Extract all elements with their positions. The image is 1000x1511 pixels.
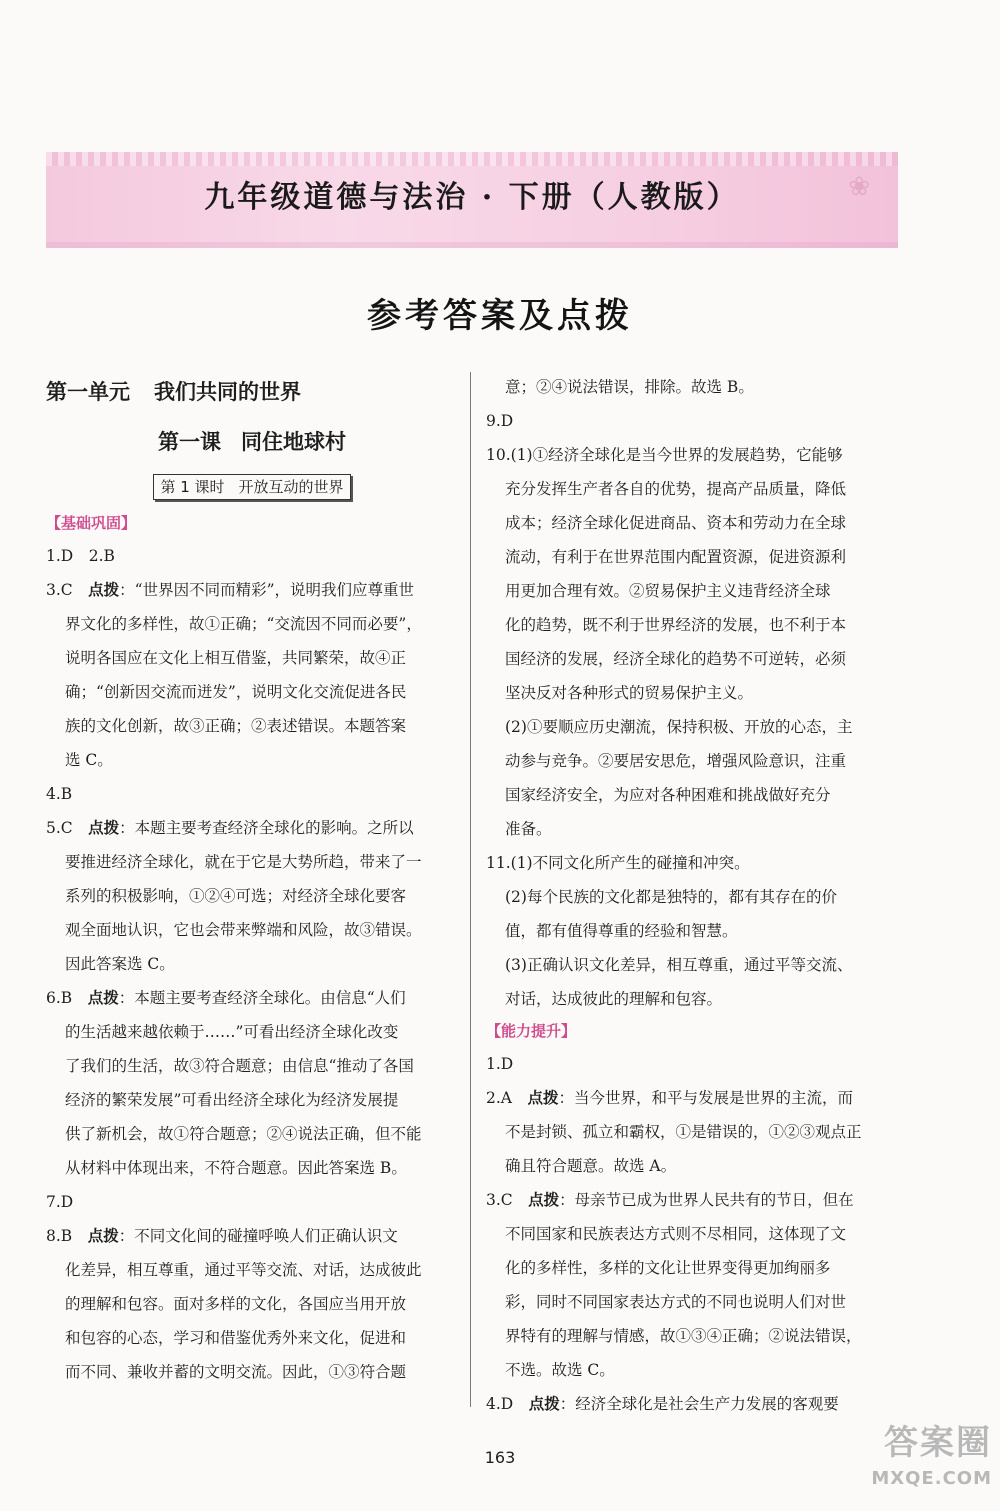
answer-line: 1.D [486,1055,514,1073]
answer-line: 准备。 [505,820,552,838]
tip-marker: 点拨 [528,1191,560,1209]
answer-line: 10.(1)①经济全球化是当今世界的发展趋势，它能够 [486,446,843,464]
tip-marker: 点拨 [88,581,120,599]
answer-line: 系列的积极影响，①②④可选；对经济全球化要客 [65,887,407,905]
section-basic: 【基础巩固】 [46,514,137,532]
header-banner [46,152,898,248]
answer-line: 不是封锁、孤立和霸权，①是错误的，①②③观点正 [505,1123,862,1141]
answer-line: 6.B 点拨：本题主要考查经济全球化。由信息“人们 [46,989,406,1007]
answer-line: 8.B 点拨：不同文化间的碰撞呼唤人们正确认识文 [46,1227,398,1245]
answer-line: 确且符合题意。故选 A。 [505,1157,677,1175]
lesson-name: 同住地球村 [241,429,346,454]
section-advanced: 【能力提升】 [486,1022,577,1040]
answer-list-left [46,539,458,1389]
answer-line: (2)①要顺应历史潮流，保持积极、开放的心态，主 [505,718,853,736]
answer-line: 选 C。 [65,751,113,769]
answer-line: 的理解和包容。面对多样的文化，各国应当用开放 [65,1295,407,1313]
right-column [486,370,900,1421]
unit-number: 第一单元 [46,380,130,404]
column-divider [470,372,471,1407]
answer-line: 2.A 点拨：当今世界，和平与发展是世界的主流，而 [486,1089,854,1107]
answer-line: 界特有的理解与情感，故①③④正确；②说法错误， [505,1327,862,1345]
answer-line: 的生活越来越依赖于……”可看出经济全球化改变 [65,1023,399,1041]
answer-line: 观全面地认识，它也会带来弊端和风险，故③错误。 [65,921,422,939]
answer-line: 供了新机会，故①符合题意；②④说法正确，但不能 [65,1125,422,1143]
tip-marker: 点拨 [87,1227,119,1245]
unit-name: 我们共同的世界 [154,380,301,404]
answer-line: 要推进经济全球化，就在于它是大势所趋，带来了一 [65,853,422,871]
answer-line: 7.D [46,1193,74,1211]
tip-marker: 点拨 [88,819,120,837]
answer-line: 国家经济安全，为应对各种困难和挑战做好充分 [505,786,831,804]
answer-line: 经济的繁荣发展”可看出经济全球化为经济发展提 [65,1091,399,1109]
answer-line: (3)正确认识文化差异，相互尊重，通过平等交流、 [505,956,853,974]
period-heading [46,468,458,508]
answer-line: 5.C 点拨：本题主要考查经济全球化的影响。之所以 [46,819,414,837]
page-title: 参考答案及点拨 [367,296,633,336]
answer-line: 国经济的发展，经济全球化的趋势不可逆转，必须 [505,650,847,668]
answer-line: 说明各国应在文化上相互借鉴，共同繁荣，故④正 [65,649,407,667]
answer-line: 从材料中体现出来，不符合题意。因此答案选 B。 [65,1159,407,1177]
answer-line: 4.B [46,785,73,803]
answer-line: 9.D [486,412,514,430]
answer-line: 3.C 点拨：母亲节已成为世界人民共有的节日，但在 [486,1191,854,1209]
unit-heading [46,372,458,412]
left-column [46,370,458,1389]
butterfly-icon: ❀ [848,172,870,202]
answer-line: 界文化的多样性，故①正确；“交流因不同而必要”， [65,615,422,633]
lesson-heading [46,416,458,468]
answer-line: 动参与竞争。②要居安思危，增强风险意识，注重 [505,752,847,770]
lesson-number: 第一课 [158,429,221,454]
answer-line: 化的趋势，既不利于世界经济的发展，也不利于本 [505,616,847,634]
answer-line: 而不同、兼收并蓄的文明交流。因此，①③符合题 [65,1363,407,1381]
period-box [153,474,350,500]
period-name: 开放互动的世界 [238,478,344,496]
answer-line: 族的文化创新，故③正确；②表述错误。本题答案 [65,717,407,735]
answer-list-right-b [486,1047,900,1421]
answer-line: 不选。故选 C。 [505,1361,615,1379]
page-number: 163 [484,1448,516,1467]
answer-line: 流动，有利于在世界范围内配置资源，促进资源利 [505,548,847,566]
answer-line: 值，都有值得尊重的经验和智慧。 [505,922,738,940]
answer-line: 3.C 点拨：“世界因不同而精彩”，说明我们应尊重世 [46,581,415,599]
answer-line: 化差异，相互尊重，通过平等交流、对话，达成彼此 [65,1261,422,1279]
answer-line: 了我们的生活，故③符合题意；由信息“推动了各国 [65,1057,414,1075]
answer-line: 意；②④说法错误，排除。故选 B。 [505,378,754,396]
answer-line: 确；“创新因交流而迸发”，说明文化交流促进各民 [65,683,407,701]
tip-marker: 点拨 [87,989,119,1007]
answer-line: 充分发挥生产者各自的优势，提高产品质量，降低 [505,480,847,498]
site-watermark-logo [822,1420,992,1502]
watermark-top: 答案圈 [884,1423,992,1463]
answer-line: 和包容的心态，学习和借鉴优秀外来文化，促进和 [65,1329,407,1347]
answer-line: 化的多样性，多样的文化让世界变得更加绚丽多 [505,1259,831,1277]
answer-line: 用更加合理有效。②贸易保护主义违背经济全球 [505,582,831,600]
answer-line: 成本；经济全球化促进商品、资本和劳动力在全球 [505,514,847,532]
answer-line: 不同国家和民族表达方式则不尽相同，这体现了文 [505,1225,847,1243]
answer-line: 彩，同时不同国家表达方式的不同也说明人们对世 [505,1293,847,1311]
banner-title: 九年级道德与法治 · 下册（人教版） [204,180,740,215]
answer-line: 坚决反对各种形式的贸易保护主义。 [505,684,754,702]
answer-line: 1.D 2.B [46,547,115,565]
answer-line: 因此答案选 C。 [65,955,175,973]
watermark-bottom: MXQE.COM [871,1468,992,1489]
tip-marker: 点拨 [528,1395,560,1413]
answer-line: 对话，达成彼此的理解和包容。 [505,990,723,1008]
tip-marker: 点拨 [527,1089,559,1107]
answer-line: 11.(1)不同文化所产生的碰撞和冲突。 [486,854,750,872]
answer-line: 4.D 点拨：经济全球化是社会生产力发展的客观要 [486,1395,839,1413]
answer-list-right-a [486,370,900,1016]
answer-line: (2)每个民族的文化都是独特的，都有其存在的价 [505,888,837,906]
period-number: 第 1 课时 [160,478,225,496]
